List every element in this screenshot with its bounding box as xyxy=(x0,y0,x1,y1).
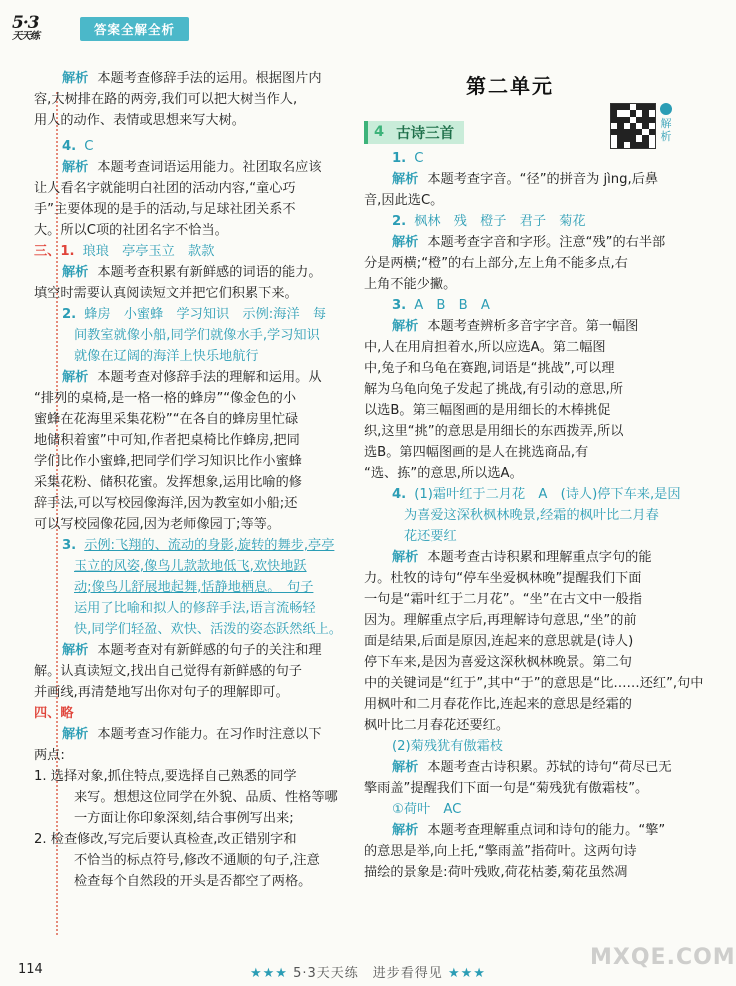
text-line xyxy=(364,631,674,652)
answer-line xyxy=(34,136,352,157)
analysis-label: 解析 xyxy=(392,550,419,565)
answer-continuation xyxy=(34,325,352,346)
answer-line xyxy=(364,736,674,757)
answer-continuation xyxy=(34,556,352,577)
line-text: 填空时需要认真阅读短文并把它们积累下来。 xyxy=(34,286,298,301)
text-line xyxy=(34,766,352,787)
watermark: MXQE.COM xyxy=(590,945,736,970)
text-line xyxy=(364,253,674,274)
text-line xyxy=(34,808,352,829)
analysis-line xyxy=(364,757,674,778)
line-text: 动;像鸟儿舒展地起舞,恬静地栖息。 句子 xyxy=(74,580,314,595)
line-text: 间教室就像小船,同学们就像水手,学习知识 xyxy=(74,328,320,343)
question-number: 4. xyxy=(62,139,77,154)
text-line xyxy=(34,682,352,703)
line-text: 1. 选择对象,抓住特点,要选择自己熟悉的同学 xyxy=(34,769,297,784)
text-line xyxy=(364,862,674,883)
answer-line xyxy=(364,484,681,505)
answer-continuation xyxy=(34,598,352,619)
line-text: 的意思是举,向上托,“擎雨盖”指荷叶。这两句诗 xyxy=(364,844,637,859)
line-text: A B B A xyxy=(414,298,490,313)
text-line xyxy=(364,694,674,715)
line-text: 织,这里“挑”的意思是用细长的东西拨弄,所以 xyxy=(364,424,624,439)
line-text: 枫叶比二月春花还要红。 xyxy=(364,718,510,733)
analysis-label: 解析 xyxy=(392,235,419,250)
analysis-line xyxy=(34,367,352,388)
line-text: “排列的桌椅,是一格一格的蜂房”“像金色的小 xyxy=(34,391,297,406)
analysis-line xyxy=(364,169,674,190)
line-text: 上角不能少撇。 xyxy=(364,277,457,292)
question-number: 2. xyxy=(62,307,77,322)
line-text: 本题考查对有新鲜感的句子的关注和理 xyxy=(97,643,322,658)
line-text: 容,大树排在路的两旁,我们可以把大树当作人, xyxy=(34,92,298,107)
footer-dots-left: ★★★ xyxy=(250,966,288,981)
analysis-line xyxy=(364,232,674,253)
text-line xyxy=(364,400,674,421)
line-text: 本题考查习作能力。在习作时注意以下 xyxy=(97,727,322,742)
analysis-line xyxy=(34,262,352,283)
line-text: 可以写校园像花园,因为老师像园丁;等等。 xyxy=(34,517,281,532)
answer-line xyxy=(364,211,674,232)
line-text: 蜜蜂在花海里采集花粉”“在各自的蜂房里忙碌 xyxy=(34,412,299,427)
footer-slogan-text: 5·3天天练 进步看得见 xyxy=(293,966,443,981)
line-text: 用枫叶和二月春花作比,连起来的意思是经霜的 xyxy=(364,697,632,712)
line-text: 2. 检查修改,写完后要认真检查,改正错别字和 xyxy=(34,832,297,847)
line-text: “选、拣”的意思,所以选A。 xyxy=(364,466,523,481)
right-answers xyxy=(364,148,704,883)
answer-continuation xyxy=(364,505,674,526)
answer-continuation xyxy=(34,577,352,598)
line-text: 两点: xyxy=(34,748,65,763)
section-line xyxy=(34,241,352,262)
line-text: (2)菊残犹有傲霜枝 xyxy=(392,739,503,754)
text-line xyxy=(34,493,352,514)
text-line xyxy=(364,442,674,463)
text-line xyxy=(364,337,674,358)
text-line xyxy=(34,283,352,304)
text-line xyxy=(364,421,674,442)
analysis-label: 解析 xyxy=(392,760,419,775)
text-line xyxy=(34,178,352,199)
line-text: 本题考查修辞手法的运用。根据图片内 xyxy=(97,71,322,86)
text-line xyxy=(364,463,674,484)
line-text: 本题考查对修辞手法的理解和运用。从 xyxy=(97,370,322,385)
text-line xyxy=(364,379,674,400)
logo-top: 5·3 xyxy=(12,13,39,33)
line-text: 地储积着蜜”中可知,作者把桌椅比作蜂房,把同 xyxy=(34,433,300,448)
text-line xyxy=(34,661,352,682)
line-text: 面是结果,后面是原因,连起来的意思就是(诗人) xyxy=(364,634,634,649)
line-text: 并画线,再清楚地写出你对句子的理解即可。 xyxy=(34,685,289,700)
page-header xyxy=(12,13,189,45)
left-column xyxy=(34,68,352,892)
lesson-number: 4 xyxy=(374,124,385,140)
line-text: 解。认真读短文,找出自己觉得有新鲜感的句子 xyxy=(34,664,302,679)
line-text: 为喜爱这深秋枫林晚景,经霜的枫叶比二月春 xyxy=(404,508,659,523)
line-text: C xyxy=(414,151,424,166)
line-text: 本题考查字音和字形。注意“残”的右半部 xyxy=(427,235,666,250)
text-line xyxy=(364,190,674,211)
answer-line xyxy=(364,295,674,316)
question-number: 2. xyxy=(392,214,407,229)
text-line xyxy=(34,451,352,472)
analysis-label: 解析 xyxy=(62,71,89,86)
line-text: 本题考查辨析多音字字音。第一幅图 xyxy=(427,319,639,334)
question-number: 3. xyxy=(392,298,407,313)
logo-bottom: 天天练 xyxy=(12,31,39,42)
text-line xyxy=(34,787,352,808)
text-line xyxy=(364,673,704,694)
analysis-label: 解析 xyxy=(392,319,419,334)
line-text: 本题考查古诗积累。苏轼的诗句“荷尽已无 xyxy=(427,760,672,775)
line-text: 中,兔子和乌龟在赛跑,词语是“挑战”,可以理 xyxy=(364,361,615,376)
text-line xyxy=(34,388,352,409)
section-line xyxy=(34,703,352,724)
line-text: 一句是“霜叶红于二月花”。“坐”在古文中一般指 xyxy=(364,592,642,607)
line-text: 本题考查词语运用能力。社团取名应该 xyxy=(97,160,322,175)
text-line xyxy=(34,409,352,430)
lesson-badge xyxy=(364,121,464,144)
qr-caption-text: 解析 xyxy=(660,117,672,143)
section-number: 三、1. xyxy=(34,244,75,259)
text-line xyxy=(364,841,674,862)
line-text: 运用了比喻和拟人的修辞手法,语言流畅轻 xyxy=(74,601,316,616)
text-line xyxy=(34,472,352,493)
analysis-line xyxy=(34,640,352,661)
line-text: 不恰当的标点符号,修改不通顺的句子,注意 xyxy=(74,853,320,868)
answer-continuation xyxy=(364,526,674,547)
line-text: 中的关键词是“红于”,其中“于”的意思是“比……还红”,句中 xyxy=(364,676,704,691)
text-line xyxy=(364,358,674,379)
line-text: 快,同学们轻盈、欢快、活泼的姿态跃然纸上。 xyxy=(74,622,342,637)
line-text: 让人看名字就能明白社团的活动内容,“童心巧 xyxy=(34,181,296,196)
line-text: C xyxy=(84,139,94,154)
line-text: 本题考查理解重点词和诗句的能力。“擎” xyxy=(427,823,666,838)
header-tag: 答案全解全析 xyxy=(80,17,189,41)
text-line xyxy=(34,110,352,131)
analysis-label: 解析 xyxy=(62,643,89,658)
line-text: 检查每个自然段的开头是否都空了两格。 xyxy=(74,874,312,889)
right-column xyxy=(364,116,704,883)
analysis-line xyxy=(34,68,352,89)
line-text: 一方面让你印象深刻,结合事例写出来; xyxy=(74,811,294,826)
line-text: 分是两横;“橙”的右上部分,左上角不能多点,右 xyxy=(364,256,628,271)
analysis-line xyxy=(34,157,352,178)
footer-slogan xyxy=(250,962,486,981)
text-line xyxy=(34,871,352,892)
text-line xyxy=(364,778,674,799)
text-line xyxy=(34,745,352,766)
line-text: 选B。第四幅图画的是人在挑选商品,有 xyxy=(364,445,589,460)
analysis-line xyxy=(34,724,352,745)
line-text: 因为。理解重点字后,再理解诗句意思,“坐”的前 xyxy=(364,613,637,628)
analysis-line xyxy=(364,316,674,337)
lesson-heading xyxy=(364,116,674,148)
question-number: 1. xyxy=(392,151,407,166)
footer-dots-right: ★★★ xyxy=(447,966,486,981)
line-text: 本题考查积累有新鲜感的词语的能力。 xyxy=(97,265,322,280)
text-line xyxy=(364,589,674,610)
line-text: 玉立的风姿,像鸟儿款款地低飞,欢快地跃 xyxy=(74,559,307,574)
lesson-title: 古诗三首 xyxy=(396,125,455,142)
line-text: 枫林 残 橙子 君子 菊花 xyxy=(414,214,586,229)
answer-line xyxy=(34,304,352,325)
line-text: 示例:飞翔的、流动的身影,旋转的舞步,亭亭 xyxy=(84,538,335,553)
text-line xyxy=(34,514,352,535)
text-line xyxy=(364,715,674,736)
line-text: (1)霜叶红于二月花 A (诗人)停下车来,是因 xyxy=(414,487,681,502)
text-line xyxy=(34,829,352,850)
analysis-label: 解析 xyxy=(392,172,419,187)
text-line xyxy=(364,274,674,295)
line-text: 手”主要体现的是手的活动,与足球社团关系不 xyxy=(34,202,296,217)
answer-line xyxy=(364,799,674,820)
text-line xyxy=(364,610,674,631)
line-text: 大。所以C项的社团名字不恰当。 xyxy=(34,223,228,238)
text-line xyxy=(34,199,352,220)
text-line xyxy=(364,568,674,589)
line-text: 音,因此选C。 xyxy=(364,193,444,208)
line-text: 中,人在用肩担着水,所以应选A。第二幅图 xyxy=(364,340,606,355)
unit-title: 第二单元 xyxy=(466,74,554,98)
line-text: 花还要红 xyxy=(404,529,457,544)
line-text: 解为乌龟向兔子发起了挑战,有引动的意思,所 xyxy=(364,382,623,397)
page-number: 114 xyxy=(18,962,43,977)
analysis-label: 解析 xyxy=(62,370,89,385)
question-number: 4. xyxy=(392,487,407,502)
line-text: 描绘的景象是:荷叶残败,荷花枯萎,菊花虽然凋 xyxy=(364,865,628,880)
line-text: 力。杜牧的诗句“停车坐爱枫林晚”提醒我们下面 xyxy=(364,571,642,586)
line-text: 学们比作小蜜蜂,把同学们学习知识比作小蜜蜂 xyxy=(34,454,302,469)
analysis-label: 解析 xyxy=(392,823,419,838)
line-text: 用人的动作、表情或思想来写大树。 xyxy=(34,113,245,128)
answer-line xyxy=(364,148,674,169)
text-line xyxy=(364,652,674,673)
analysis-line xyxy=(364,820,674,841)
line-text: 就像在辽阔的海洋上快乐地航行 xyxy=(74,349,259,364)
text-line xyxy=(34,850,352,871)
line-text: ①荷叶 AC xyxy=(392,802,462,817)
line-text: 采集花粉、储积花蜜。发挥想象,运用比喻的修 xyxy=(34,475,302,490)
analysis-label: 解析 xyxy=(62,727,89,742)
question-number: 3. xyxy=(62,538,77,553)
line-text: 停下车来,是因为喜爱这深秋枫林晚景。第二句 xyxy=(364,655,632,670)
text-line xyxy=(34,220,352,241)
analysis-label: 解析 xyxy=(62,265,89,280)
line-text: 本题考查古诗积累和理解重点字句的能 xyxy=(427,550,652,565)
line-text: 擎雨盖”提醒我们下面一句是“菊残犹有傲霜枝”。 xyxy=(364,781,649,796)
section-number: 四、略 xyxy=(34,706,74,721)
line-text: 琅琅 亭亭玉立 款款 xyxy=(82,244,215,259)
line-text: 以选B。第三幅图画的是用细长的木棒挑促 xyxy=(364,403,611,418)
analysis-line xyxy=(364,547,674,568)
answer-continuation xyxy=(34,619,352,640)
line-text: 辞手法,可以写校园像海洋,因为教室如小船;还 xyxy=(34,496,298,511)
line-text: 来写。想想这位同学在外貌、品质、性格等哪 xyxy=(74,790,338,805)
answer-continuation xyxy=(34,346,352,367)
brand-logo xyxy=(12,13,66,42)
line-text: 本题考查字音。“径”的拼音为 jìng,后鼻 xyxy=(427,172,659,187)
text-line xyxy=(34,89,352,110)
text-line xyxy=(34,430,352,451)
line-text: 蜂房 小蜜蜂 学习知识 示例:海洋 每 xyxy=(84,307,327,322)
analysis-label: 解析 xyxy=(62,160,89,175)
answer-line xyxy=(34,535,352,556)
play-icon xyxy=(660,103,672,115)
